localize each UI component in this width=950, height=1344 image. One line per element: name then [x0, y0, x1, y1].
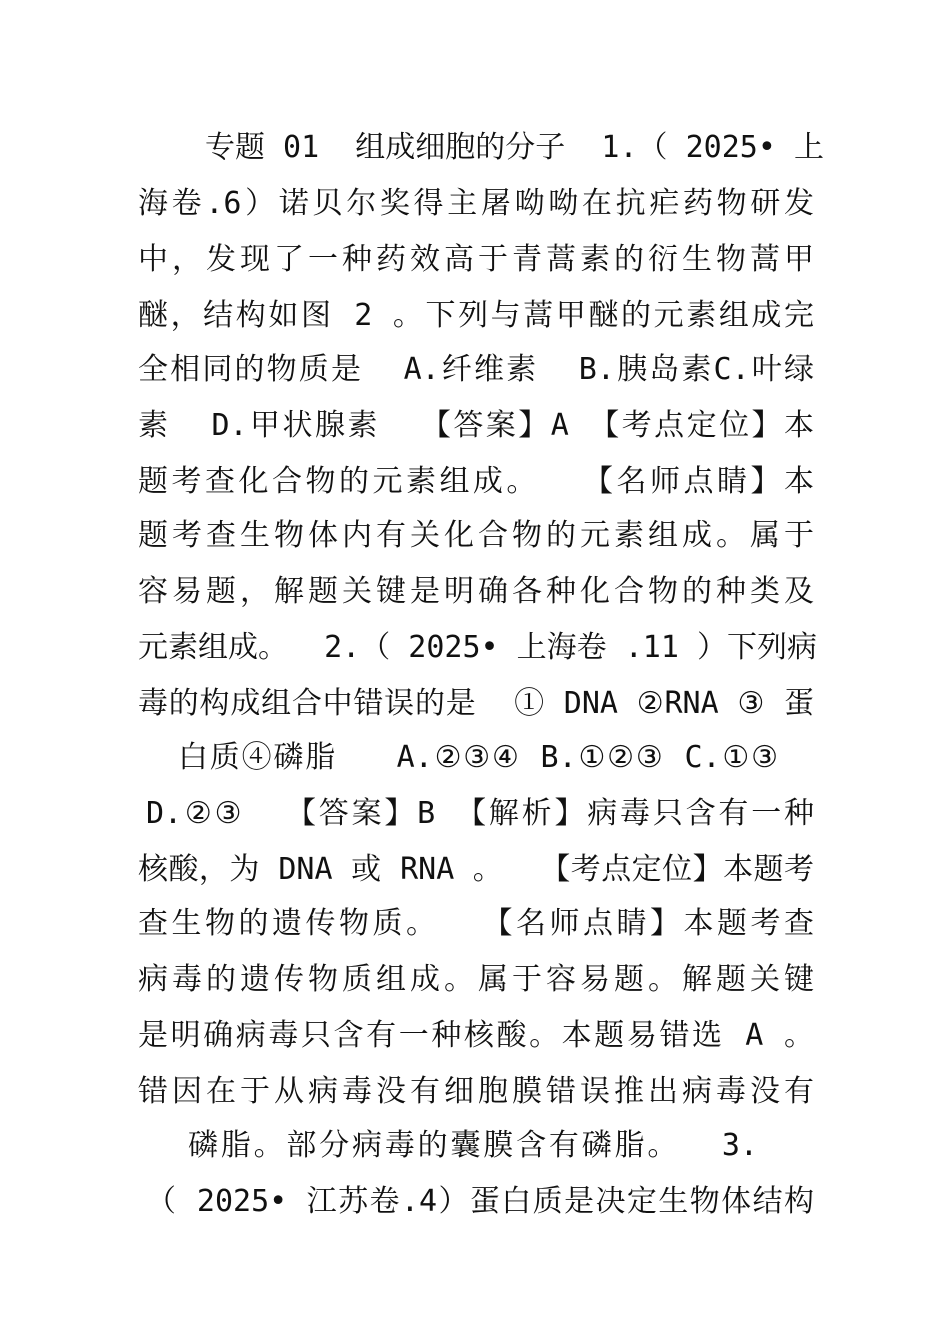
text-line-10: 元素组成。 2.（ 2025• 上海卷 .11 ）下列病	[138, 630, 817, 665]
text-line-18: 错因在于从病毒没有细胞膜错误推出病毒没有	[138, 1074, 814, 1109]
text-line-19: 磷脂。部分病毒的囊膜含有磷脂。 3.	[188, 1128, 758, 1163]
text-line-2: 海卷.6）诺贝尔奖得主屠呦呦在抗疟药物研发	[138, 186, 814, 221]
text-line-4: 醚，结构如图 2 。下列与蒿甲醚的元素组成完	[138, 298, 814, 333]
text-line-17: 是明确病毒只含有一种核酸。本题易错选 A 。	[138, 1018, 814, 1053]
text-line-9: 容易题，解题关键是明确各种化合物的种类及	[138, 574, 814, 609]
text-line-11: 毒的构成组合中错误的是 ① DNA ②RNA ③ 蛋	[138, 686, 814, 721]
text-line-20: （ 2025• 江苏卷.4）蛋白质是决定生物体结构	[146, 1184, 814, 1219]
text-line-14: 核酸，为 DNA 或 RNA 。 【考点定位】本题考	[138, 852, 814, 887]
text-line-15: 查生物的遗传物质。 【名师点睛】本题考查	[138, 906, 814, 941]
text-line-7: 题考查化合物的元素组成。 【名师点睛】本	[138, 464, 814, 499]
text-line-8: 题考查生物体内有关化合物的元素组成。属于	[138, 518, 814, 553]
text-line-6: 素 D.甲状腺素 【答案】A 【考点定位】本	[138, 408, 814, 443]
text-line-5: 全相同的物质是 A.纤维素 B.胰岛素C.叶绿	[138, 352, 814, 387]
text-line-13: D.②③ 【答案】B 【解析】病毒只含有一种	[146, 796, 814, 831]
text-line-16: 病毒的遗传物质组成。属于容易题。解题关键	[138, 962, 814, 997]
text-line-1: 专题 01 组成细胞的分子 1.（ 2025• 上	[205, 130, 824, 165]
text-line-12: 白质④磷脂 A.②③④ B.①②③ C.①③	[178, 740, 778, 775]
text-line-3: 中，发现了一种药效高于青蒿素的衍生物蒿甲	[138, 242, 814, 277]
